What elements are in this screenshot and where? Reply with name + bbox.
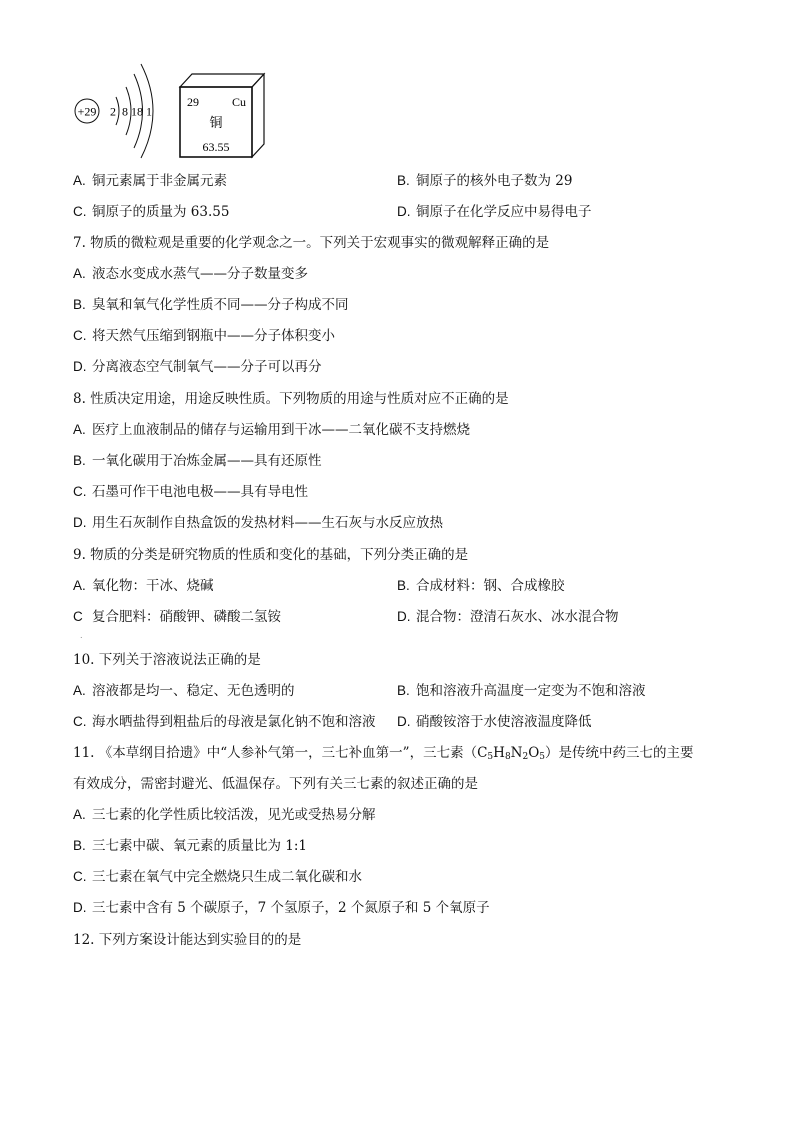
tile-name: 铜 xyxy=(209,116,223,131)
q6-option-a: A. 铜元素属于非金属元素 xyxy=(73,173,227,189)
q8-stem: 8. 性质决定用途，用途反映性质。下列物质的用途与性质对应不正确的是 xyxy=(73,391,509,407)
q9-stem: 9. 物质的分类是研究物质的性质和变化的基础，下列分类正确的是 xyxy=(73,547,469,563)
q9-option-c: C 复合肥料：硝酸钾、磷酸二氢铵 xyxy=(73,609,281,625)
q8-option-d: D. 用生石灰制作自热盒饭的发热材料——生石灰与水反应放热 xyxy=(73,515,443,531)
tile-atomic-number: 29 xyxy=(187,95,199,109)
q9-option-d: D. 混合物：澄清石灰水、冰水混合物 xyxy=(397,609,619,625)
q10-option-c: C. 海水晒盐得到粗盐后的母液是氯化钠不饱和溶液 xyxy=(73,714,376,730)
q6-option-b: B. 铜原子的核外电子数为 29 xyxy=(397,173,573,189)
q11-option-d: D. 三七素中含有 5 个碳原子，7 个氢原子，2 个氮原子和 5 个氧原子 xyxy=(73,900,490,916)
q11-formula: $C_5H_8N_2O_5$ xyxy=(477,745,546,762)
shell-count-1: 2 xyxy=(110,104,116,119)
q8-option-b: B. 一氧化碳用于冶炼金属——具有还原性 xyxy=(73,453,322,469)
q6-option-c: C. 铜原子的质量为 63.55 xyxy=(73,204,230,220)
q8-option-a: A. 医疗上血液制品的储存与运输用到干冰——二氧化碳不支持燃烧 xyxy=(73,422,470,438)
shell-count-4: 1 xyxy=(146,104,152,119)
q7-option-d: D. 分离液态空气制氧气——分子可以再分 xyxy=(73,359,322,375)
shell-arc-1 xyxy=(116,97,119,125)
q7-option-b: B. 臭氧和氧气化学性质不同——分子构成不同 xyxy=(73,297,349,313)
q12-stem: 12. 下列方案设计能达到实验目的的是 xyxy=(73,932,302,948)
tile-mass: 63.55 xyxy=(202,140,230,154)
q10-option-d: D. 硝酸铵溶于水使溶液温度降低 xyxy=(397,714,592,730)
copper-atom-diagram xyxy=(70,60,280,165)
q11-stem-line1: 11. 《本草纲目拾遗》中“人参补气第一，三七补血第一”，三七素$(C_5H_8N_2O_5)$是传统中药三七的主要 xyxy=(73,745,694,762)
q11-option-c: C. 三七素在氧气中完全燃烧只生成二氧化碳和水 xyxy=(73,869,362,885)
q11-option-b: B. 三七素中碳、氧元素的质量比为 1:1 xyxy=(73,838,308,854)
stray-dot: . xyxy=(80,631,83,640)
q11-stem-line2: 有效成分，需密封避光、低温保存。下列有关三七素的叙述正确的是 xyxy=(73,776,478,792)
q7-option-c: C. 将天然气压缩到钢瓶中——分子体积变小 xyxy=(73,328,335,344)
q6-option-d: D. 铜原子在化学反应中易得电子 xyxy=(397,204,592,220)
q10-option-b: B. 饱和溶液升高温度一定变为不饱和溶液 xyxy=(397,683,646,699)
q10-stem: 10. 下列关于溶液说法正确的是 xyxy=(73,652,261,668)
q7-stem: 7. 物质的微粒观是重要的化学观念之一。下列关于宏观事实的微观解释正确的是 xyxy=(73,235,550,251)
nucleus-charge: +29 xyxy=(77,104,97,119)
q11-option-a: A. 三七素的化学性质比较活泼，见光或受热易分解 xyxy=(73,807,376,823)
periodic-tile xyxy=(180,74,264,157)
tile-symbol: Cu xyxy=(231,95,246,109)
q9-option-a: A. 氧化物：干冰、烧碱 xyxy=(73,578,214,594)
q7-option-a: A. 液态水变成水蒸气——分子数量变多 xyxy=(73,266,308,282)
q9-option-b: B. 合成材料：钢、合成橡胶 xyxy=(397,578,565,594)
q10-option-a: A. 溶液都是均一、稳定、无色透明的 xyxy=(73,683,295,699)
q8-option-c: C. 石墨可作干电池电极——具有导电性 xyxy=(73,484,308,500)
copper-figure xyxy=(70,60,280,165)
shell-count-3: 18 xyxy=(131,104,143,119)
shell-count-2: 8 xyxy=(122,104,128,119)
